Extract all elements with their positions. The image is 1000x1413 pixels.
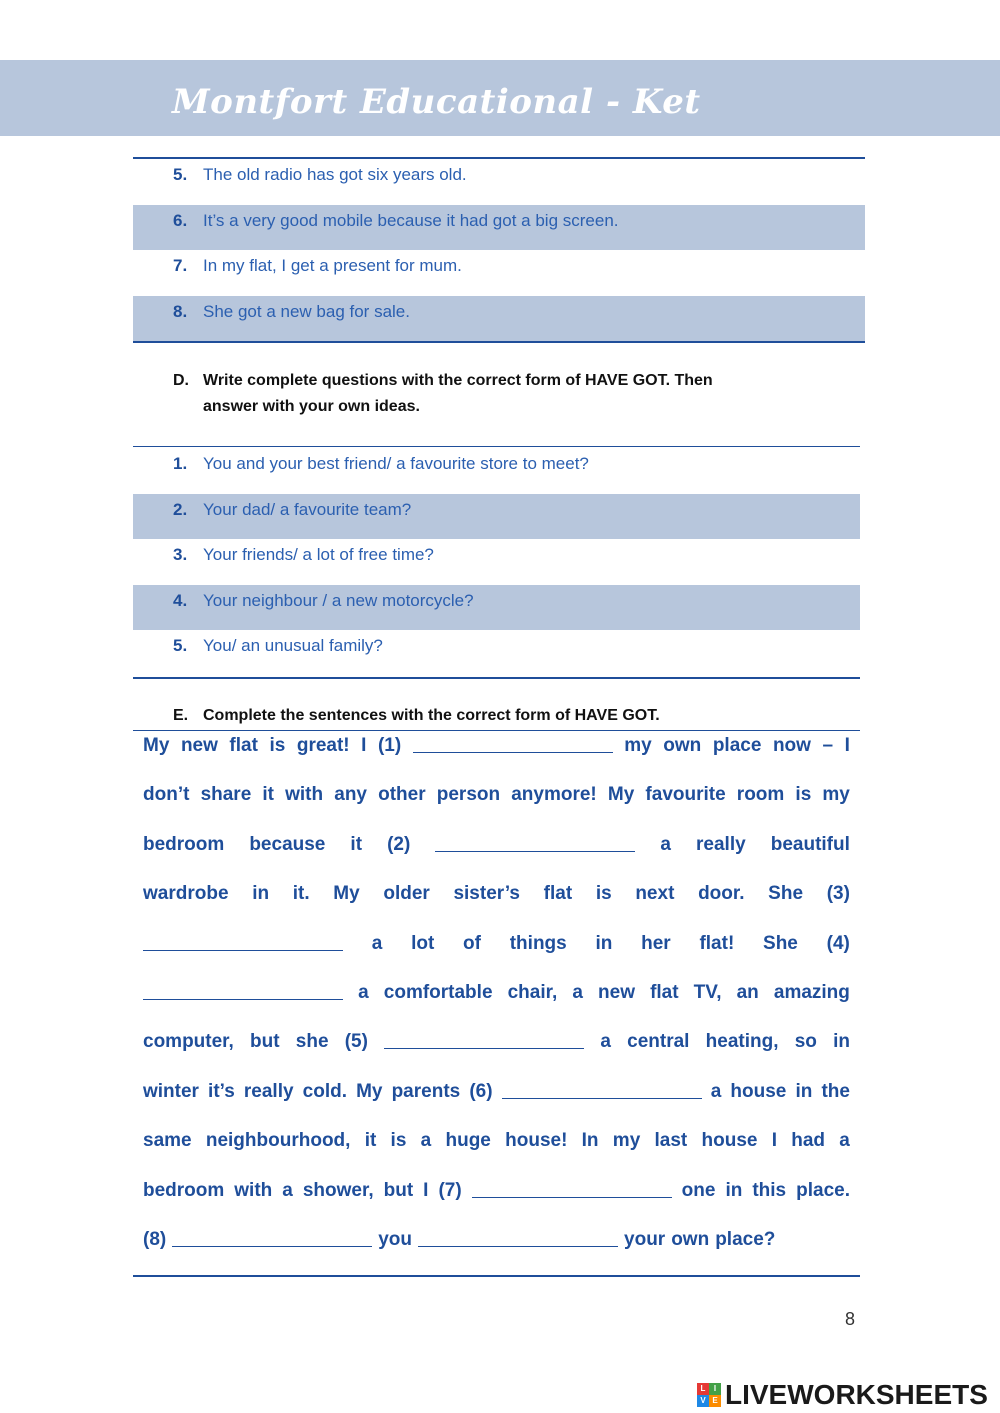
passage-word: heating, [705,1031,779,1053]
passage-word: beautiful [770,833,850,855]
passage-word: the [821,1080,850,1102]
logo-letter-tile: V [697,1395,709,1407]
passage-word: TV, [693,981,722,1003]
passage-word: I [771,1130,777,1152]
passage-word: own [663,735,702,756]
passage-word: flat [650,981,679,1003]
passage-word: a [660,833,671,855]
logo-letter-tile: I [709,1383,721,1395]
passage-word: amazing [773,981,850,1003]
passage-word: computer, [143,1031,234,1053]
passage-word: (5) [344,1031,368,1053]
answer-blank-3[interactable] [143,926,343,951]
passage-word: is [390,1130,407,1152]
passage-word: I [361,735,367,756]
item-text: Your dad/ a favourite team? [203,499,412,519]
passage-word: sister’s [453,883,520,905]
passage-word: (6) [469,1080,493,1102]
passage-word: a [710,1080,722,1102]
passage-word: place. [796,1179,850,1201]
passage-word: She [768,883,804,905]
passage-word: of [463,932,481,954]
passage-word: parents [391,1080,461,1102]
passage-word: lot [411,932,435,954]
item-number: 8. [173,301,188,321]
passage-word: but [383,1179,414,1201]
section-c-item-6 [133,205,865,250]
item-number: 5. [173,636,188,655]
passage-word: bedroom [143,1179,225,1201]
passage-word: (4) [826,932,850,954]
passage-word: any [334,784,367,806]
passage-word: a [371,932,383,954]
passage-word: new [598,981,635,1003]
passage-word: she [295,1031,329,1053]
passage-word: a [420,1130,432,1152]
passage-line [143,1024,850,1073]
passage-word: next [635,883,675,905]
section-d-item-4 [133,585,860,630]
passage-word: chair, [507,981,558,1003]
passage-word: things [509,932,567,954]
passage-word: an [736,981,759,1003]
passage-word: last [654,1130,688,1152]
passage-line [143,926,850,975]
passage-word: you [378,1228,413,1250]
passage-word: really [696,833,746,855]
item-text: The old radio has got six years old. [203,165,467,184]
passage-word: room [736,784,785,806]
passage-word: in [725,1179,743,1201]
passage-word: anymore! [511,784,597,806]
passage-word: don’t [143,784,190,806]
item-text: It’s a very good mobile because it had got a big screen. [203,210,619,230]
passage-word: bedroom [143,833,225,855]
item-text: Your friends/ a lot of free time? [203,545,434,564]
item-text: In my flat, I get a present for mum. [203,256,462,275]
passage-word: place? [715,1228,776,1250]
passage-word: it [262,784,274,806]
item-number: 7. [173,256,188,275]
passage-word: door. [698,883,745,905]
passage-word: house! [505,1130,568,1152]
item-number: 1. [173,454,188,473]
section-d-instruction-line2: answer with your own ideas. [203,398,420,415]
passage-word: I [844,735,850,756]
passage-word: shower, [302,1179,374,1201]
passage-word: really [243,1080,294,1102]
passage-line [143,728,850,777]
passage-word: flat [543,883,573,905]
passage-word: one [681,1179,716,1201]
passage-word: a [572,981,583,1003]
item-number: 3. [173,545,188,564]
section-d-top-rule [133,446,860,447]
item-number: 6. [173,210,188,230]
passage-line [143,1173,850,1222]
logo-letter-tile: E [709,1395,721,1407]
passage-word: person [436,784,501,806]
section-e-instruction-text: Complete the sentences with the correct form of HAVE GOT. [203,707,660,724]
passage-word: had [791,1130,826,1152]
passage-line [143,975,850,1024]
passage-word: In [581,1130,599,1152]
passage-word: flat! [699,932,735,954]
answer-blank-6[interactable] [502,1074,702,1099]
section-d-instruction [173,368,713,420]
passage-word: house [701,1130,758,1152]
passage-word: is [595,883,612,905]
passage-word: it [364,1130,377,1152]
passage-word: in [795,1080,813,1102]
item-number: 4. [173,590,188,610]
passage-word: new [180,735,218,756]
passage-word: favourite [645,784,726,806]
section-d-letter: D. [173,372,189,389]
page-title: Montfort Educational - Ket [172,82,701,122]
passage-word: my [612,1130,641,1152]
section-c-item-8 [133,296,865,341]
passage-word: My [333,883,360,905]
passage-word: (3) [826,883,850,905]
item-text: Your neighbour / a new motorcycle? [203,590,474,610]
passage-word: winter [143,1080,199,1102]
passage-word: my [822,784,850,806]
item-number: 2. [173,499,188,519]
passage-word: My [356,1080,383,1102]
section-d-item-1 [133,448,860,493]
passage-line [143,876,850,925]
passage-word: cold. [302,1080,347,1102]
passage-word: place [712,735,762,756]
passage-word: – [822,735,834,756]
passage-word: neighbourhood, [205,1130,351,1152]
passage-word: your [624,1228,666,1250]
answer-blank-4[interactable] [143,975,343,1000]
passage-word: a [358,981,369,1003]
passage-line [143,1074,850,1123]
passage-word: because [249,833,326,855]
fill-in-passage [143,728,850,1271]
passage-word: my [624,735,652,756]
item-number: 5. [173,165,188,184]
page-number: 8 [845,1309,856,1329]
passage-word: huge [445,1130,491,1152]
passage-word: in [833,1031,850,1053]
section-c-bottom-rule [133,341,865,343]
item-text: You and your best friend/ a favourite store to meet? [203,454,589,473]
passage-word: house [730,1080,787,1102]
passage-word: with [285,784,324,806]
passage-word: I [423,1179,429,1201]
passage-word: own [671,1228,710,1250]
passage-word: in [595,932,613,954]
passage-word: but [250,1031,280,1053]
passage-word: now [772,735,811,756]
passage-line [143,827,850,876]
passage-word: (7) [438,1179,462,1201]
answer-blank-8[interactable] [172,1222,372,1247]
passage-word: wardrobe [143,883,229,905]
section-d-item-5 [133,630,860,675]
passage-word: (8) [143,1228,167,1250]
passage-word: is [795,784,812,806]
answer-blank-1[interactable] [413,728,613,753]
passage-word: in [252,883,270,905]
section-e-bottom-rule [133,1275,860,1277]
item-text: You/ an unusual family? [203,636,383,655]
passage-word: it’s [208,1080,235,1102]
passage-word: She [763,932,798,954]
passage-word: share [200,784,252,806]
section-d-item-3 [133,539,860,584]
passage-line [143,1222,850,1271]
passage-word: great! [296,735,350,756]
passage-word: with [234,1179,273,1201]
answer-blank-2[interactable] [435,827,635,852]
passage-word: central [627,1031,690,1053]
passage-word: same [143,1130,192,1152]
passage-word: other [378,784,426,806]
passage-word: flat [229,735,258,756]
answer-blank-9[interactable] [418,1222,618,1247]
answer-blank-5[interactable] [384,1024,584,1049]
item-text: She got a new bag for sale. [203,301,410,321]
section-d-instruction-line1: Write complete questions with the correct form of HAVE GOT. Then [203,372,713,389]
section-d-bottom-rule [133,677,860,679]
passage-word: My [607,784,635,806]
passage-word: it [350,833,363,855]
passage-word: it. [292,883,310,905]
logo-letter-tile: L [697,1383,709,1395]
passage-word: a [600,1031,611,1053]
passage-word: her [641,932,671,954]
passage-word: a [282,1179,293,1201]
passage-line [143,1123,850,1172]
section-d-item-2 [133,494,860,539]
passage-word: (1) [377,735,402,756]
section-c-item-7 [133,250,865,295]
passage-word: this [752,1179,787,1201]
passage-word: (2) [387,833,411,855]
section-c-item-5 [133,159,865,204]
liveworksheets-icon [697,1383,721,1407]
liveworksheets-logo[interactable] [697,1379,988,1411]
section-e-instruction [173,703,660,729]
passage-word: older [383,883,430,905]
section-e-letter: E. [173,707,189,724]
passage-word: is [269,735,286,756]
passage-word: My [143,735,170,756]
answer-blank-7[interactable] [472,1173,672,1198]
passage-word: a [839,1130,850,1152]
passage-word: so [794,1031,817,1053]
liveworksheets-wordmark: LIVEWORKSHEETS [725,1379,988,1410]
passage-line [143,777,850,826]
passage-word: comfortable [383,981,493,1003]
